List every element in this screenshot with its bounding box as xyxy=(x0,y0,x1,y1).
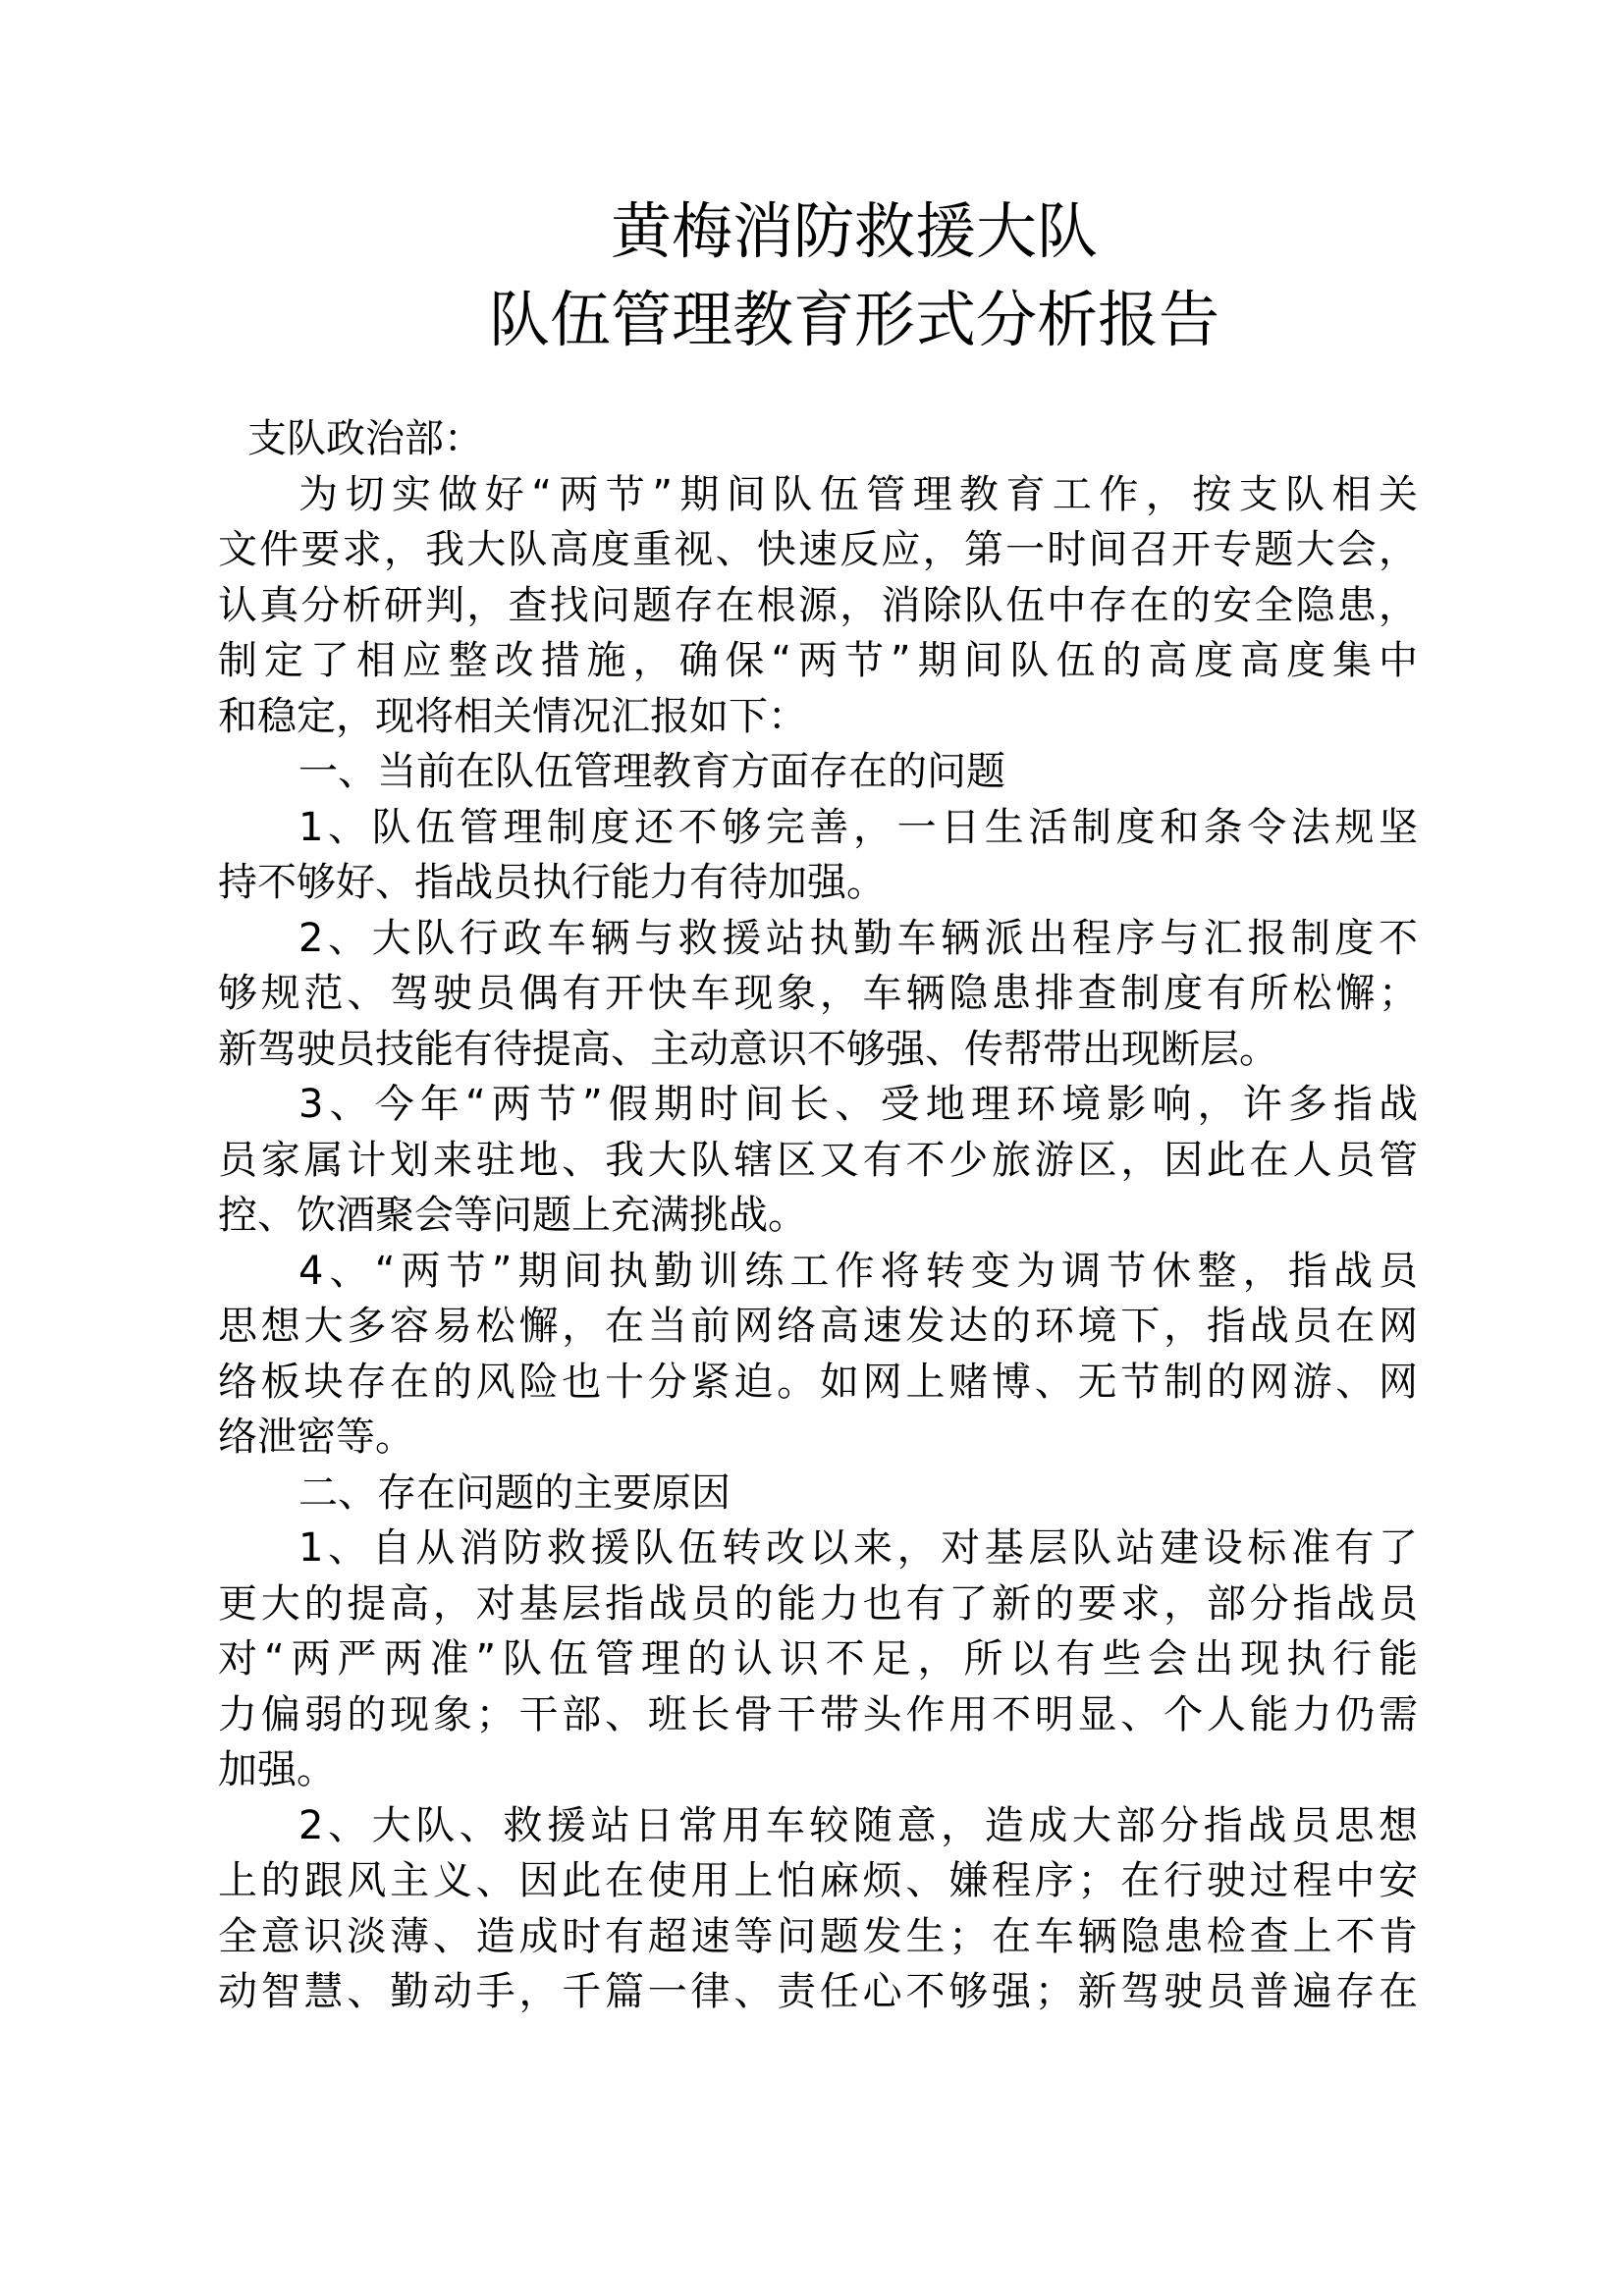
text-line: 为切实做好“两节”期间队伍管理教育工作，按支队相关 xyxy=(298,471,1418,517)
document-title-line-1: 黄梅消防救援大队 xyxy=(610,195,1098,267)
text-line: 2、大队、救援站日常用车较随意，造成大部分指战员思想 xyxy=(298,1802,1418,1848)
text-line: 加强。 xyxy=(218,1747,336,1792)
text-line: 络泄密等。 xyxy=(218,1415,414,1460)
text-line: 对“两严两准”队伍管理的认识不足，所以有些会出现执行能 xyxy=(218,1636,1418,1682)
text-line: 全意识淡薄、造成时有超速等问题发生；在车辆隐患检查上不肯 xyxy=(218,1913,1418,1959)
text-line: 认真分析研判，查找问题存在根源，消除队伍中存在的安全隐患， xyxy=(218,582,1418,628)
salutation: 支队政治部： xyxy=(247,416,483,461)
text-line: 3、今年“两节”假期时间长、受地理环境影响，许多指战 xyxy=(298,1082,1418,1127)
section-heading: 二、存在问题的主要原因 xyxy=(298,1469,731,1516)
document-title-line-2: 队伍管理教育形式分析报告 xyxy=(488,284,1219,355)
text-line: 和稳定，现将相关情况汇报如下： xyxy=(218,693,807,739)
text-line: 够规范、驾驶员偶有开快车现象，车辆隐患排查制度有所松懈； xyxy=(218,971,1418,1016)
document-body xyxy=(218,411,1418,2020)
text-line: 动智慧、勤动手，千篇一律、责任心不够强；新驾驶员普遍存在 xyxy=(218,1969,1418,2014)
text-line: 控、饮酒聚会等问题上充满挑战。 xyxy=(218,1193,807,1238)
text-line: 1、自从消防救援队伍转改以来，对基层队站建设标准有了 xyxy=(298,1525,1418,1571)
text-line: 持不够好、指战员执行能力有待加强。 xyxy=(218,860,886,905)
text-line: 4、“两节”期间执勤训练工作将转变为调节休整，指战员 xyxy=(298,1248,1418,1294)
text-line: 力偏弱的现象；干部、班长骨干带头作用不明显、个人能力仍需 xyxy=(218,1691,1418,1737)
text-line: 1、队伍管理制度还不够完善，一日生活制度和条令法规坚 xyxy=(298,804,1418,850)
text-line: 制定了相应整改措施，确保“两节”期间队伍的高度高度集中 xyxy=(218,638,1418,683)
text-line: 员家属计划来驻地、我大队辖区又有不少旅游区，因此在人员管 xyxy=(218,1137,1418,1183)
text-line: 更大的提高，对基层指战员的能力也有了新的要求，部分指战员 xyxy=(218,1580,1418,1627)
section-heading: 一、当前在队伍管理教育方面存在的问题 xyxy=(298,749,1005,794)
text-line: 上的跟风主义、因此在使用上怕麻烦、嫌程序；在行驶过程中安 xyxy=(218,1858,1418,1903)
text-line: 思想大多容易松懈，在当前网络高速发达的环境下，指战员在网 xyxy=(218,1304,1418,1349)
text-line: 2、大队行政车辆与救援站执勤车辆派出程序与汇报制度不 xyxy=(298,915,1418,961)
text-line: 文件要求，我大队高度重视、快速反应，第一时间召开专题大会， xyxy=(218,527,1418,572)
text-line: 新驾驶员技能有待提高、主动意识不够强、传帮带出现断层。 xyxy=(218,1026,1278,1072)
text-line: 络板块存在的风险也十分紧迫。如网上赌博、无节制的网游、网 xyxy=(218,1359,1418,1405)
